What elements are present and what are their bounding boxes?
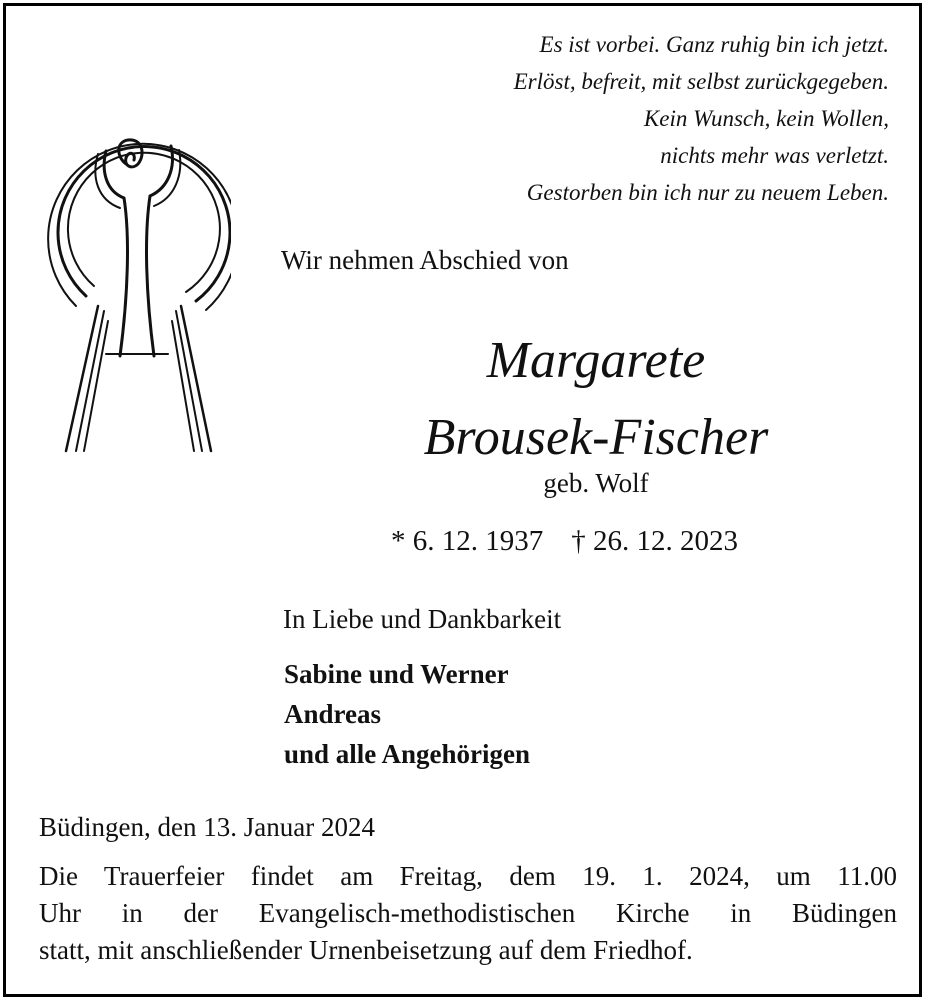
deceased-first-name: Margarete xyxy=(486,332,706,389)
mourner-line: und alle Angehörigen xyxy=(284,739,531,769)
poem-line: nichts mehr was verletzt. xyxy=(660,143,889,168)
death-date: † 26. 12. 2023 xyxy=(571,525,738,557)
poem-line: Gestorben bin ich nur zu neuem Leben. xyxy=(526,180,889,205)
mourner-line: Andreas xyxy=(284,699,382,729)
mourners-list xyxy=(284,654,530,774)
service-line: Die Trauerfeier findet am Freitag, dem 19. 1. 2024, um 11.00 xyxy=(39,861,897,891)
thanks-text: In Liebe und Dankbarkeit xyxy=(283,604,562,634)
poem-line: Kein Wunsch, kein Wollen, xyxy=(643,106,889,131)
poem xyxy=(329,26,889,211)
intro-text: Wir nehmen Abschied von xyxy=(281,245,569,275)
service-line: statt, mit anschließender Urnenbeisetzung auf dem Friedhof. xyxy=(39,935,693,965)
poem-line: Es ist vorbei. Ganz ruhig bin ich jetzt. xyxy=(539,32,889,57)
life-dates xyxy=(391,525,738,558)
mourner-line: Sabine und Werner xyxy=(284,659,509,689)
poem-line: Erlöst, befreit, mit selbst zurückgegeben. xyxy=(513,69,889,94)
risen-figure-emblem-icon xyxy=(46,96,231,456)
maiden-name: geb. Wolf xyxy=(543,468,649,498)
birth-date: * 6. 12. 1937 xyxy=(391,525,544,557)
service-notice xyxy=(39,858,897,969)
service-line: Uhr in der Evangelisch-methodistischen Kirche in Büdingen xyxy=(39,898,897,928)
deceased-last-name: Brousek-Fischer xyxy=(423,409,769,466)
place-and-date: Büdingen, den 13. Januar 2024 xyxy=(39,812,375,842)
obituary-frame xyxy=(3,3,922,997)
